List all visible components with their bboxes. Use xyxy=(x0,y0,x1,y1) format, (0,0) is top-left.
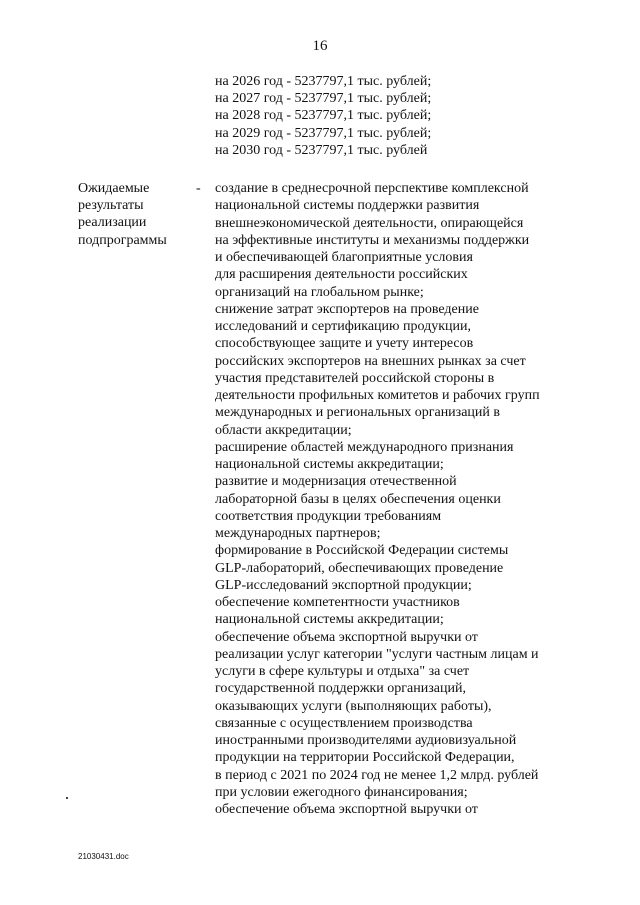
funding-line: на 2030 год - 5237797,1 тыс. рублей xyxy=(215,142,428,158)
funding-line: на 2029 год - 5237797,1 тыс. рублей; xyxy=(215,125,432,141)
results-line: участия представителей российской стороны в xyxy=(215,370,495,386)
results-line: GLP-исследований экспортной продукции; xyxy=(215,577,472,593)
section-label-line: подпрограммы xyxy=(78,232,167,248)
results-line: организаций на глобальном рынке; xyxy=(215,284,424,300)
results-line: национальной системы аккредитации; xyxy=(215,457,444,472)
results-line: в период с 2021 по 2024 год не менее 1,2 млрд. рублей xyxy=(215,767,539,783)
results-line: деятельности профильных комитетов и рабочих групп xyxy=(215,388,540,403)
results-line: на эффективные институты и механизмы поддержки xyxy=(215,232,530,248)
funding-line: на 2026 год - 5237797,1 тыс. рублей; xyxy=(215,74,432,89)
scan-speck xyxy=(66,797,68,799)
results-line: снижение затрат экспортеров на проведение xyxy=(215,301,479,317)
results-line: исследований и сертификацию продукции, xyxy=(215,319,471,334)
expected-results xyxy=(215,180,540,818)
section-label-line: Ожидаемые xyxy=(78,181,150,196)
results-line: международных и региональных организаций в xyxy=(215,405,501,421)
results-line: связанные с осуществлением производства xyxy=(215,715,473,731)
results-line: развитие и модернизация отечественной xyxy=(215,474,457,490)
results-line: создание в среднесрочной перспективе комплексной xyxy=(215,181,529,196)
funding-line: на 2027 год - 5237797,1 тыс. рублей; xyxy=(215,91,432,107)
results-line: формирование в Российской Федерации системы xyxy=(215,543,509,559)
results-line: продукции на территории Российской Федерации, xyxy=(215,750,515,766)
section-label-line: результаты xyxy=(78,198,144,214)
results-line: обеспечение компетентности участников xyxy=(215,595,460,610)
results-line: соответствия продукции требованиям xyxy=(215,508,442,524)
results-line: государственной поддержки организаций, xyxy=(215,681,466,697)
results-line: при условии ежегодного финансирования; xyxy=(215,784,468,800)
section-label xyxy=(78,180,178,249)
results-line: обеспечение объема экспортной выручки от xyxy=(215,802,478,817)
results-line: оказывающих услуги (выполняющих работы), xyxy=(215,698,492,714)
funding-by-year xyxy=(215,73,431,159)
results-line: реализации услуг категории "услуги частным лицам и xyxy=(215,646,539,662)
results-line: национальной системы аккредитации; xyxy=(215,612,444,628)
results-line: иностранными производителями аудиовизуальной xyxy=(215,733,517,748)
results-line: национальной системы поддержки развития xyxy=(215,198,480,214)
results-line: и обеспечивающей благоприятные условия xyxy=(215,250,473,265)
results-line: области аккредитации; xyxy=(215,422,352,438)
page-number: 16 xyxy=(312,38,328,54)
label-dash: - xyxy=(196,181,201,196)
results-line: GLP-лабораторий, обеспечивающих проведение xyxy=(215,560,504,576)
results-line: для расширения деятельности российских xyxy=(215,267,468,283)
results-line: лабораторной базы в целях обеспечения оценки xyxy=(215,491,501,507)
results-line: внешнеэкономической деятельности, опирающейся xyxy=(215,215,524,231)
results-line: международных партнеров; xyxy=(215,526,381,541)
funding-line: на 2028 год - 5237797,1 тыс. рублей; xyxy=(215,108,432,124)
results-line: услуги в сфере культуры и отдыха" за счет xyxy=(215,664,470,679)
results-line: обеспечение объема экспортной выручки от xyxy=(215,629,478,645)
results-line: российских экспортеров на внешних рынках за счет xyxy=(215,353,526,369)
section-label-line: реализации xyxy=(78,215,147,231)
results-line: способствующее защите и учету интересов xyxy=(215,336,474,352)
footer-file-code: 21030431.doc xyxy=(78,852,129,861)
results-line: расширение областей международного признания xyxy=(215,439,514,455)
